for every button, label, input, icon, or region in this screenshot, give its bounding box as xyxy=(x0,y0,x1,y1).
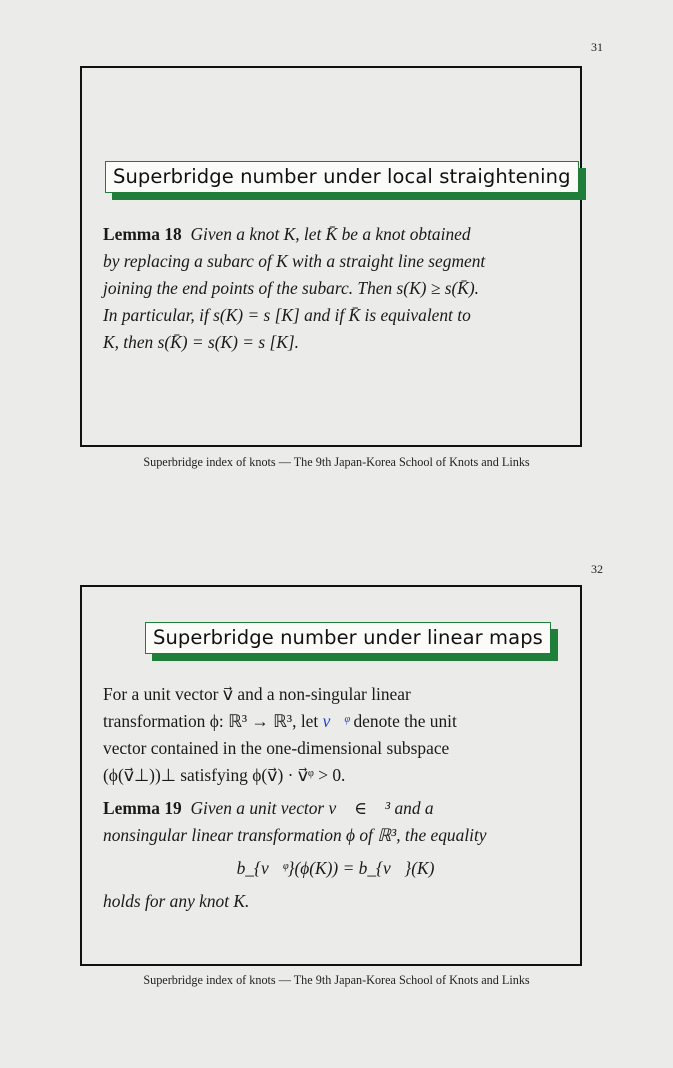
lemma-label: Lemma 18 xyxy=(103,224,182,244)
phi-vector-symbol: v⃗ᵠ xyxy=(322,711,350,731)
lemma-line: nonsingular linear transformation ϕ of ℝ³, the equality xyxy=(103,825,487,845)
paragraph-line: denote the unit xyxy=(353,711,457,731)
lemma-line: Given a unit vector v⃗ ∈ ℝ³ and a xyxy=(190,798,434,818)
slide-footer: Superbridge index of knots — The 9th Japan-Korea School of Knots and Links xyxy=(143,455,530,469)
slide-title: Superbridge number under linear maps xyxy=(145,622,551,654)
slide-title: Superbridge number under local straightening xyxy=(105,161,579,193)
paragraph-line: transformation ϕ: ℝ³ → ℝ³, let xyxy=(103,711,319,731)
lemma-line: by replacing a subarc of K with a straight line segment xyxy=(103,251,486,271)
definition-paragraph xyxy=(103,681,568,789)
lemma-line: In particular, if s(K) = s [K] and if K̄ is equivalent to xyxy=(103,305,471,325)
closing-line: holds for any knot K. xyxy=(103,891,250,911)
lemma-line: Given a knot K, let K̄ be a knot obtained xyxy=(190,224,471,244)
lemma-label: Lemma 19 xyxy=(103,798,182,818)
page-number: 31 xyxy=(591,40,603,54)
slide-frame xyxy=(80,66,582,447)
slide-frame xyxy=(80,585,582,966)
lemma-line: joining the end points of the subarc. Then s(K) ≥ s(K̄). xyxy=(103,278,480,298)
lemma-18 xyxy=(103,221,568,356)
slide-32 xyxy=(0,534,673,1068)
lemma-line: K, then s(K̄) = s(K) = s [K]. xyxy=(103,332,299,352)
equation: b_{v⃗ᵠ}(ϕ(K)) = b_{v⃗}(K) xyxy=(236,858,435,878)
paragraph-line: vector contained in the one-dimensional subspace xyxy=(103,738,450,758)
paragraph-line: (ϕ(v⃗⊥))⊥ satisfying ϕ(v⃗) · v⃗ᵠ > 0. xyxy=(103,765,346,785)
slide-title-box xyxy=(105,161,579,193)
paragraph-line: For a unit vector v⃗ and a non-singular linear xyxy=(103,684,411,704)
lemma-19 xyxy=(103,795,568,915)
page-number: 32 xyxy=(591,562,603,576)
slide-footer: Superbridge index of knots — The 9th Japan-Korea School of Knots and Links xyxy=(143,973,530,987)
slide-title-box xyxy=(145,622,551,654)
